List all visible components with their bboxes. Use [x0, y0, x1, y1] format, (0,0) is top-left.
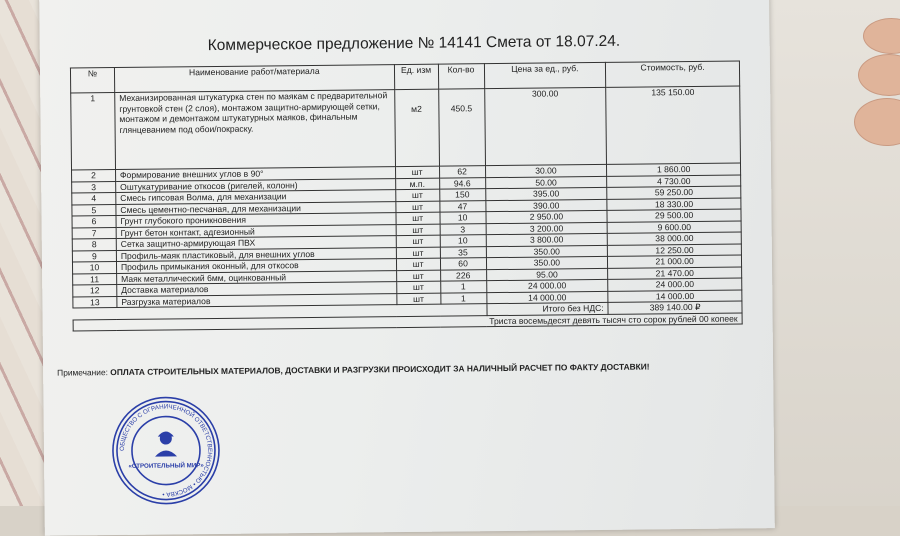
- note-label: Примечание:: [57, 367, 109, 378]
- cell-price: 390.00: [485, 199, 607, 212]
- cell-num: 4: [72, 193, 116, 205]
- cell-cost: 9 600.00: [607, 220, 741, 233]
- cell-price: 350.00: [486, 256, 608, 269]
- cell-num: 10: [72, 262, 116, 274]
- cell-cost: 135 150.00: [606, 86, 741, 164]
- cell-name: Формирование внешних углов в 90°: [115, 167, 395, 181]
- cell-cost: 1 860.00: [607, 163, 741, 176]
- cell-price: 2 950.00: [485, 210, 607, 223]
- cell-price: 395.00: [485, 187, 607, 200]
- cell-name: Грунт бетон контакт, адгезионный: [116, 224, 396, 238]
- cell-name: Оштукатуривание откосов (ригелей, колонн): [116, 178, 396, 192]
- header-unit: Ед. изм: [394, 64, 438, 89]
- document-title: Коммерческое предложение № 14141 Смета от 18.07.24.: [207, 32, 621, 55]
- cell-price: 30.00: [485, 164, 607, 177]
- cell-unit: шт: [395, 189, 439, 201]
- total-value: 389 140.00 ₽: [608, 301, 742, 314]
- worker-helmet-icon: [155, 431, 177, 456]
- cell-num: 7: [72, 227, 116, 239]
- cell-unit: шт: [396, 224, 440, 236]
- cell-cost: 24 000.00: [608, 278, 742, 291]
- cell-qty: 150: [439, 189, 485, 201]
- cell-price: 3 800.00: [486, 233, 608, 246]
- estimate-sheet: [39, 0, 775, 536]
- cell-num: 12: [73, 285, 117, 297]
- stamp-ring-text: ОБЩЕСТВО С ОГРАНИЧЕННОЙ ОТВЕТСТВЕННОСТЬЮ • МОСКВА •: [118, 403, 213, 498]
- cell-price: 50.00: [485, 176, 607, 189]
- cell-unit: шт: [396, 258, 440, 270]
- toe: [858, 54, 900, 96]
- cell-num: 2: [72, 170, 116, 182]
- toe: [863, 18, 900, 54]
- cell-name: Смесь цементно-песчаная, для механизации: [116, 201, 396, 215]
- cell-cost: 21 470.00: [608, 266, 742, 279]
- company-stamp: [109, 394, 222, 507]
- cell-unit: шт: [396, 270, 440, 282]
- stamp-center-text: «СТРОИТЕЛЬНЫЙ МИР»: [128, 462, 204, 470]
- cell-unit: шт: [396, 247, 440, 259]
- total-label: Итого без НДС:: [486, 302, 608, 315]
- cell-num: 6: [72, 216, 116, 228]
- cell-num: 11: [73, 273, 117, 285]
- cell-num: 13: [73, 296, 117, 308]
- cell-qty: 10: [440, 235, 486, 247]
- cell-name: Разгрузка материалов: [117, 293, 397, 307]
- cell-price: 300.00: [484, 87, 607, 165]
- cell-name: Сетка защитно-армирующая ПВХ: [116, 236, 396, 250]
- cell-num: 3: [72, 181, 116, 193]
- cell-qty: 226: [440, 269, 486, 281]
- cell-num: 1: [71, 93, 116, 170]
- cell-qty: 10: [440, 212, 486, 224]
- cell-cost: 12 250.00: [608, 243, 742, 256]
- cell-qty: 35: [440, 246, 486, 258]
- cell-qty: 1: [440, 281, 486, 293]
- cell-qty: 450.5: [438, 89, 485, 166]
- cell-name: Смесь гипсовая Волма, для механизации: [116, 190, 396, 204]
- header-cost: Стоимость, руб.: [606, 61, 740, 87]
- cell-unit: шт: [396, 201, 440, 213]
- cell-cost: 4 730.00: [607, 175, 741, 188]
- cell-qty: 94.6: [439, 177, 485, 189]
- cell-unit: шт: [396, 281, 440, 293]
- note-text: ОПЛАТА СТРОИТЕЛЬНЫХ МАТЕРИАЛОВ, ДОСТАВКИ И РАЗГРУЗКИ ПРОИСХОДИТ ЗА НАЛИЧНЫЙ РАСЧЕТ ПО ФАКТУ ДОСТАВКИ!: [110, 361, 650, 378]
- cell-qty: 47: [439, 200, 485, 212]
- cell-name: Грунт глубокого проникновения: [116, 213, 396, 227]
- cell-name: Профиль примыкания оконный, для откосов: [116, 259, 396, 273]
- cell-price: 3 200.00: [486, 222, 608, 235]
- cell-num: 8: [72, 239, 116, 251]
- cell-unit: шт: [395, 166, 439, 178]
- cell-unit: м.п.: [395, 178, 439, 190]
- cell-qty: 1: [440, 292, 486, 304]
- cell-cost: 29 500.00: [607, 209, 741, 222]
- stamp-inner-ring: [132, 416, 201, 485]
- cell-qty: 3: [440, 223, 486, 235]
- estimate-table: [70, 61, 743, 332]
- cell-name: Механизированная штукатурка стен по маякам с предварительной грунтовкой стен (2 слоя), монтажом защитно-армирующей сетки, монтажом и демонтажом штукатурных маяков, финальным глянцеванием под обои/покраску.: [115, 90, 396, 170]
- cell-qty: 60: [440, 258, 486, 270]
- cell-price: 14 000.00: [486, 291, 608, 304]
- cell-num: 9: [72, 250, 116, 262]
- background-blanket-right: [770, 0, 900, 506]
- cell-cost: 21 000.00: [608, 255, 742, 268]
- cell-price: 95.00: [486, 268, 608, 281]
- cell-unit: шт: [396, 293, 440, 305]
- header-price: Цена за ед., руб.: [484, 62, 606, 88]
- cell-cost: 59 250.00: [607, 186, 741, 199]
- cell-cost: 38 000.00: [607, 232, 741, 245]
- cell-num: 5: [72, 204, 116, 216]
- total-in-words: Триста восемьдесят девять тысяч сто сорок рублей 00 копеек: [73, 312, 742, 331]
- header-name: Наименование работ/материала: [114, 65, 394, 93]
- cell-price: 350.00: [486, 245, 608, 258]
- cell-name: Маяк металлический 6мм, оцинкованный: [117, 270, 397, 284]
- header-num: №: [70, 68, 114, 93]
- header-qty: Кол-во: [438, 64, 484, 89]
- cell-cost: 14 000.00: [608, 289, 742, 302]
- table-row: [71, 86, 741, 170]
- payment-note: [57, 361, 650, 377]
- cell-unit: шт: [396, 212, 440, 224]
- cell-cost: 18 330.00: [607, 198, 741, 211]
- cell-unit: м2: [394, 89, 439, 166]
- cell-price: 24 000.00: [486, 279, 608, 292]
- cell-qty: 62: [439, 166, 485, 178]
- cell-name: Доставка материалов: [117, 282, 397, 296]
- toe: [854, 98, 900, 146]
- cell-name: Профиль-маяк пластиковый, для внешних углов: [116, 247, 396, 261]
- cell-unit: шт: [396, 235, 440, 247]
